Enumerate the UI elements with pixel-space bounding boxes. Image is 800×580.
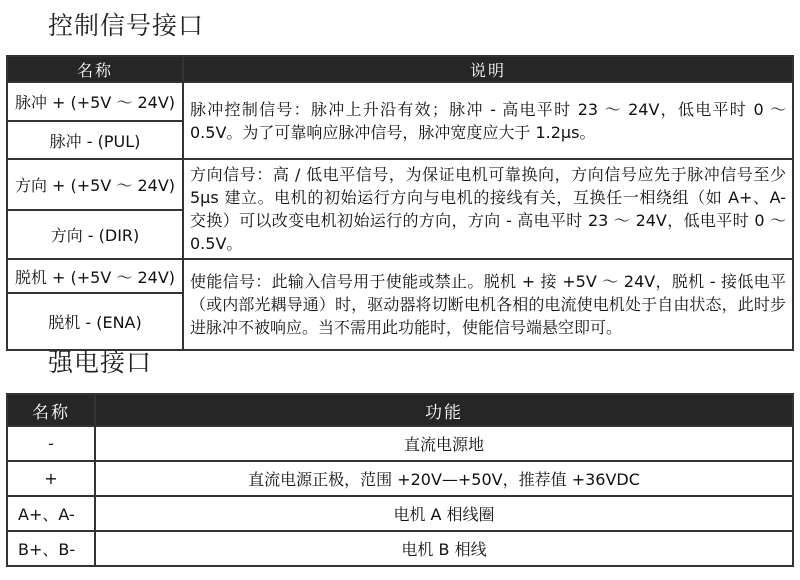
control-interface-title: 控制信号接口 bbox=[48, 11, 205, 40]
control-signal-table bbox=[6, 55, 794, 351]
table-row bbox=[7, 531, 793, 566]
signal-description-pulse: 脉冲控制信号：脉冲上升沿有效；脉冲 - 高电平时 23 ～ 24V，低电平时 0 ～ 0.5V。为了可靠响应脉冲信号，脉冲宽度应大于 1.2μs。 bbox=[183, 82, 793, 159]
table-row bbox=[7, 461, 793, 496]
signal-name: 脱机 + (+5V ～ 24V) bbox=[7, 259, 183, 293]
column-header-description: 说明 bbox=[183, 56, 793, 82]
column-header-name: 名称 bbox=[7, 394, 95, 426]
power-interface-title: 强电接口 bbox=[48, 348, 153, 377]
table-row bbox=[7, 426, 793, 461]
table-row bbox=[7, 259, 793, 293]
signal-name: 方向 - (DIR) bbox=[7, 210, 183, 259]
table-row bbox=[7, 82, 793, 121]
terminal-name: - bbox=[7, 426, 95, 461]
terminal-name: + bbox=[7, 461, 95, 496]
terminal-name: B+、B- bbox=[7, 531, 95, 566]
table-header-row bbox=[7, 394, 793, 426]
signal-name: 脉冲 - (PUL) bbox=[7, 121, 183, 159]
table-row bbox=[7, 496, 793, 531]
table-row bbox=[7, 159, 793, 210]
power-interface-table bbox=[6, 393, 794, 567]
terminal-function: 电机 A 相线圈 bbox=[95, 496, 793, 531]
table-header-row bbox=[7, 56, 793, 82]
signal-description-direction: 方向信号：高 / 低电平信号，为保证电机可靠换向，方向信号应先于脉冲信号至少 5μs 建立。电机的初始运行方向与电机的接线有关，互换任一相绕组（如 A+、A- 交换）可以改变电机初始运行的方向，方向 - 高电平时 23 ～ 24V，低电平时 0 ～ 0.5V。 bbox=[183, 159, 793, 259]
terminal-function: 直流电源地 bbox=[95, 426, 793, 461]
terminal-name: A+、A- bbox=[7, 496, 95, 531]
column-header-function: 功能 bbox=[95, 394, 793, 426]
signal-name: 脱机 - (ENA) bbox=[7, 293, 183, 350]
terminal-function: 电机 B 相线 bbox=[95, 531, 793, 566]
signal-name: 方向 + (+5V ～ 24V) bbox=[7, 159, 183, 210]
signal-name: 脉冲 + (+5V ～ 24V) bbox=[7, 82, 183, 121]
column-header-name: 名称 bbox=[7, 56, 183, 82]
terminal-function: 直流电源正极，范围 +20V—+50V，推荐值 +36VDC bbox=[95, 461, 793, 496]
signal-description-enable: 使能信号：此输入信号用于使能或禁止。脱机 + 接 +5V ～ 24V，脱机 - 接低电平（或内部光耦导通）时，驱动器将切断电机各相的电流使电机处于自由状态，此时步进脉冲不被响应。当不需用此功能时，使能信号端悬空即可。 bbox=[183, 259, 793, 350]
